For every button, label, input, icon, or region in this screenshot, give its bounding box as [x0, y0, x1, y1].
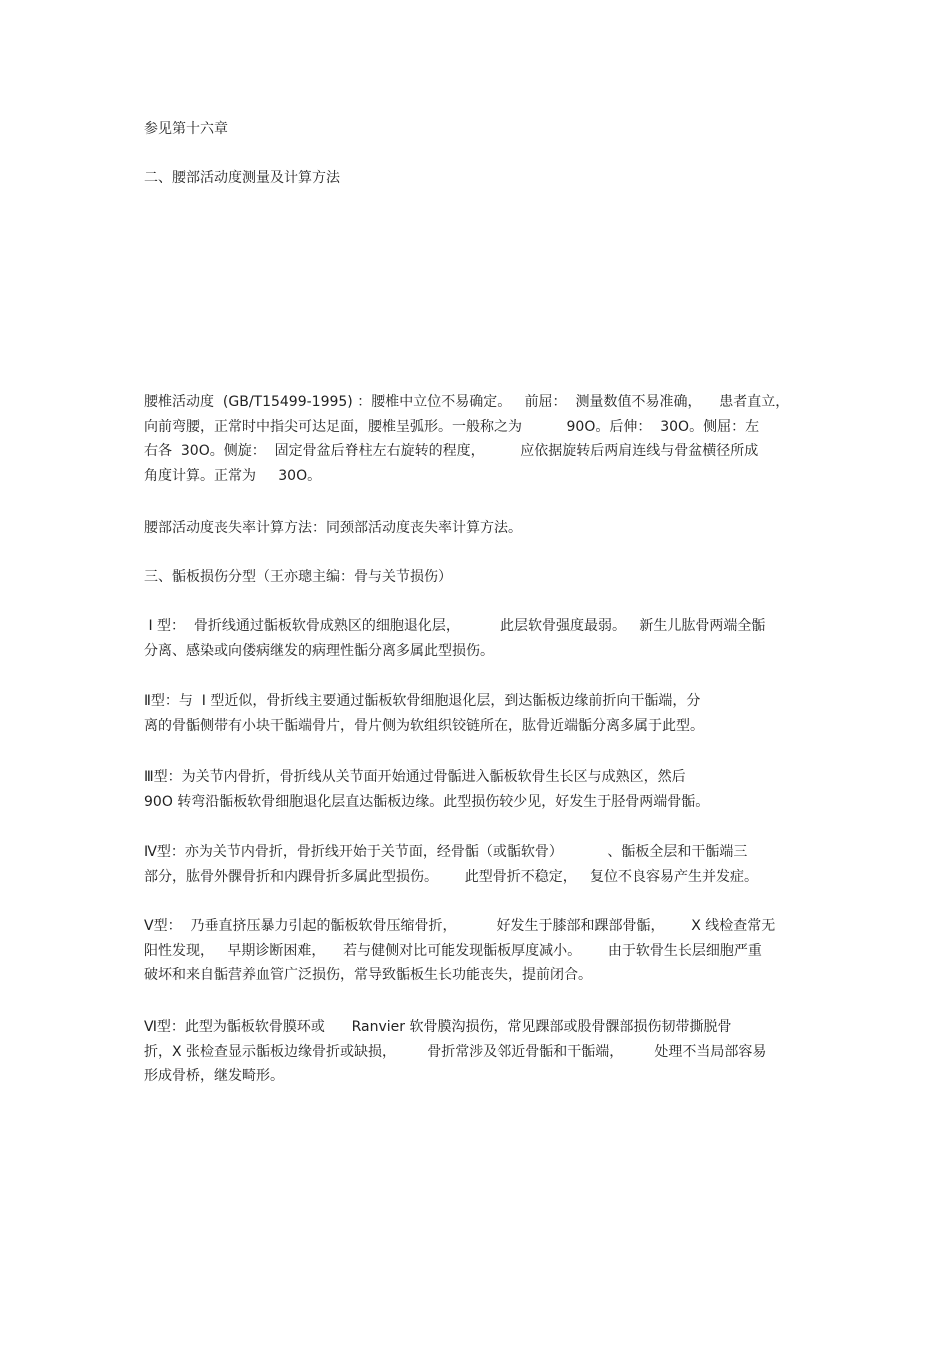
paragraph-line: 向前弯腰，正常时中指尖可达足面，腰椎呈弧形。一般称之为 90O。后伸： 30O。侧屈：左 — [144, 418, 760, 435]
type-1-paragraph — [144, 614, 814, 663]
section2-heading-text: 二、腰部活动度测量及计算方法 — [144, 170, 340, 186]
lumbar-range-paragraph — [144, 390, 814, 488]
paragraph-line: 部分，肱骨外髁骨折和内踝骨折多属此型损伤。 此型骨折不稳定， 复位不良容易产生并发症。 — [144, 868, 759, 885]
type-6-paragraph — [144, 1015, 814, 1089]
paragraph-line: 离的骨骺侧带有小块干骺端骨片，骨片侧为软组织铰链所在，肱骨近端骺分离多属于此型。 — [144, 717, 704, 734]
paragraph-line: Ⅵ型：此型为骺板软骨膜环或 Ranvier 软骨膜沟损伤，常见踝部或股骨髁部损伤韧带撕脱骨 — [144, 1019, 732, 1035]
section3-heading — [144, 565, 814, 590]
paragraph-line: 破坏和来自骺营养血管广泛损伤，常导致骺板生长功能丧失，提前闭合。 — [144, 967, 592, 983]
paragraph-line: Ⅱ型：与 I 型近似，骨折线主要通过骺板软骨细胞退化层，到达骺板边缘前折向干骺端，分 — [144, 693, 701, 709]
see-chapter-line — [144, 117, 814, 142]
paragraph-line: 角度计算。正常为 30O。 — [144, 467, 322, 484]
paragraph-line: Ⅲ型：为关节内骨折，骨折线从关节面开始通过骨骺进入骺板软骨生长区与成熟区，然后 — [144, 769, 686, 785]
paragraph-line: 阳性发现， 早期诊断困难， 若与健侧对比可能发现骺板厚度减小。 由于软骨生长层细胞严重 — [144, 942, 762, 959]
paragraph-line: 折，X 张检查显示骺板边缘骨折或缺损， 骨折常涉及邻近骨骺和干骺端， 处理不当局部容易 — [144, 1043, 767, 1060]
loss-rate-paragraph — [144, 516, 814, 541]
paragraph-line: 分离、感染或向偻病继发的病理性骺分离多属此型损伤。 — [144, 642, 494, 659]
section2-heading — [144, 166, 814, 191]
type-5-paragraph — [144, 914, 814, 988]
type-4-paragraph — [144, 840, 814, 889]
paragraph-line: Ⅳ型：亦为关节内骨折，骨折线开始于关节面，经骨骺（或骺软骨） 、骺板全层和干骺端三 — [144, 844, 748, 860]
paragraph-line: 腰椎活动度 (GB/T15499-1995) ：腰椎中立位不易确定。 前屈： 测量数值不易准确， 患者直立， — [144, 394, 790, 410]
paragraph-line: 90O 转弯沿骺板软骨细胞退化层直达骺板边缘。此型损伤较少见，好发生于胫骨两端骨骺。 — [144, 793, 710, 810]
loss-rate-text: 腰部活动度丧失率计算方法：同颈部活动度丧失率计算方法。 — [144, 520, 522, 536]
paragraph-line: 右各 30O。侧旋： 固定骨盆后脊柱左右旋转的程度， 应依据旋转后两肩连线与骨盆横径所成 — [144, 443, 759, 459]
type-3-paragraph — [144, 765, 814, 814]
section3-heading-text: 三、骺板损伤分型（王亦璁主编：骨与关节损伤） — [144, 569, 452, 585]
paragraph-line: I 型： 骨折线通过骺板软骨成熟区的细胞退化层， 此层软骨强度最弱。 新生儿肱骨两端全骺 — [144, 618, 766, 634]
see-chapter-text: 参见第十六章 — [144, 121, 228, 137]
paragraph-line: 形成骨桥，继发畸形。 — [144, 1068, 284, 1084]
paragraph-line: Ⅴ型： 乃垂直挤压暴力引起的骺板软骨压缩骨折， 好发生于膝部和踝部骨骺， X 线检查常无 — [144, 918, 776, 934]
type-2-paragraph — [144, 689, 814, 738]
